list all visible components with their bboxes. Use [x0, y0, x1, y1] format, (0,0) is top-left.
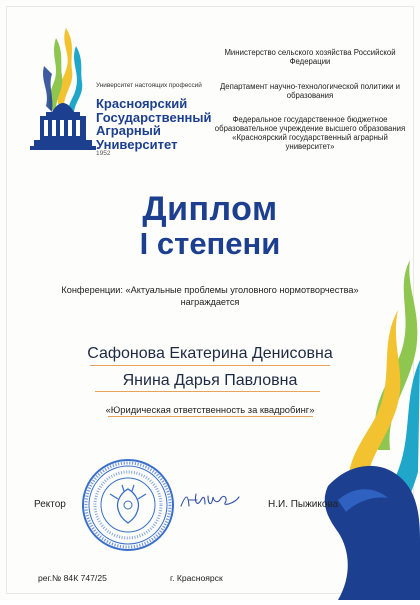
university-name-line: Университет — [96, 136, 178, 152]
university-tagline: Университет настоящих профессий — [96, 82, 202, 89]
city-text: г. Красноярск — [170, 573, 223, 583]
official-stamp — [80, 457, 176, 553]
university-year: 1952 — [96, 150, 111, 157]
institution-text: Федеральное государственное бюджетное образовательное учреждение высшего образования «Красноярский государственный аграрный университет» — [214, 115, 406, 151]
topic-underline — [108, 416, 313, 417]
diploma-title: Диплом — [142, 190, 278, 228]
university-name-line: Аграрный — [96, 123, 161, 138]
recipient-name: Сафонова Екатерина Денисовна — [87, 345, 333, 362]
university-name-line: Государственный — [96, 109, 212, 125]
topic-text: «Юридическая ответственность за квадробинг» — [105, 404, 315, 415]
handwritten-signature — [178, 488, 242, 512]
university-name-line: Красноярский — [96, 96, 188, 111]
university-name — [96, 96, 212, 152]
registration-number: рег.№ 84К 747/25 — [38, 573, 107, 583]
ministry-text: Министерство сельского хозяйства Российской Федерации — [224, 48, 396, 66]
conference-name: Конференции: «Актуальные проблемы уголовного нормотворчества» — [61, 285, 359, 295]
recipient-name: Янина Дарья Павловна — [122, 372, 298, 389]
rector-name: Н.И. Пыжикова — [268, 499, 339, 510]
diploma-degree: I степени — [139, 226, 281, 261]
recipient-underline — [95, 391, 320, 392]
recipient-underline — [90, 365, 330, 366]
department-text: Департамент научно-технологической политики и образования — [219, 82, 400, 100]
university-logo — [26, 26, 100, 158]
awarded-text: награждается — [180, 297, 240, 307]
rector-label: Ректор — [34, 499, 66, 510]
